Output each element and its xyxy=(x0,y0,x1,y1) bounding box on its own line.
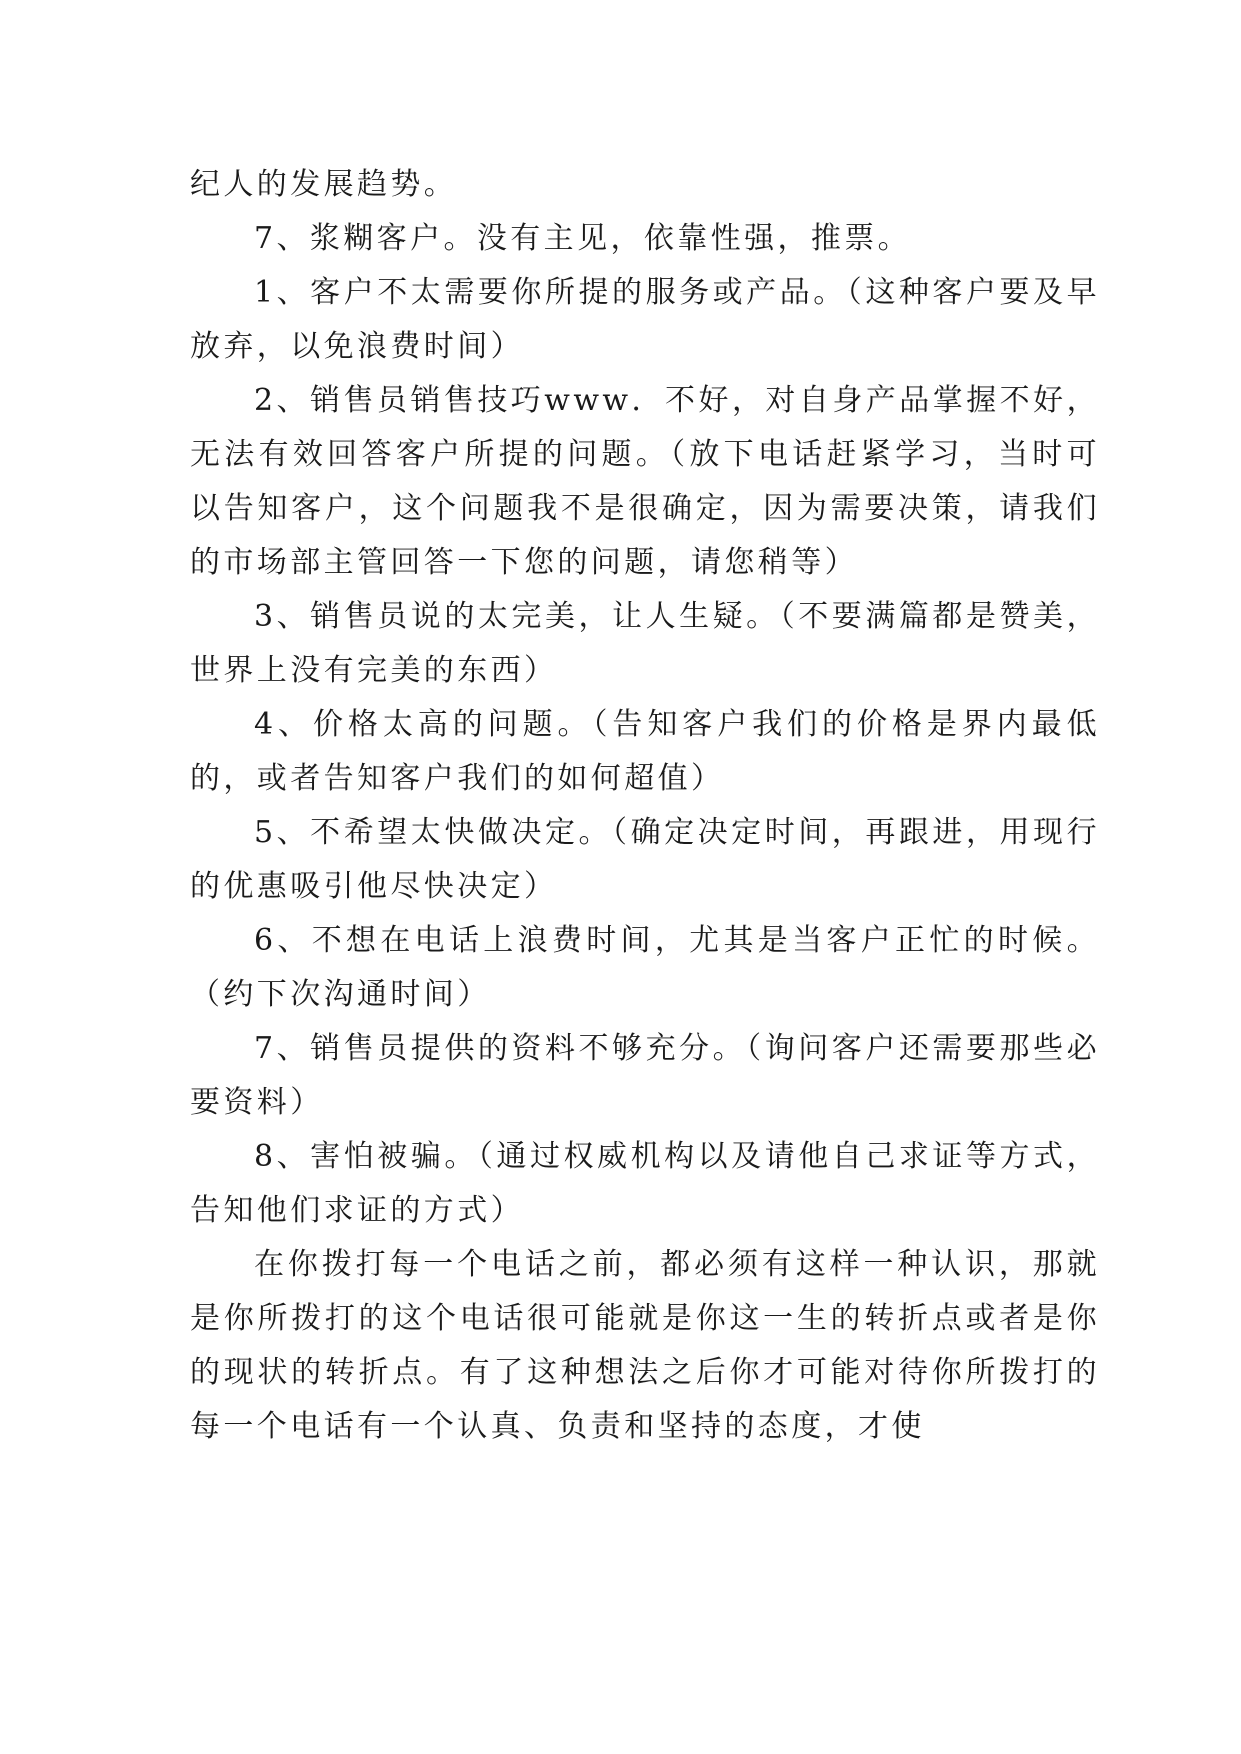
document-body xyxy=(190,158,1100,1454)
paragraph-reason-3: 3、销售员说的太完美，让人生疑。（不要满篇都是赞美，世界上没有完美的东西） xyxy=(190,599,1100,688)
paragraph-reason-7: 7、销售员提供的资料不够充分。（询问客户还需要那些必要资料） xyxy=(190,1031,1100,1120)
paragraph-reason-1: 1、客户不太需要你所提的服务或产品。（这种客户要及早放弃，以免浪费时间） xyxy=(190,275,1100,364)
paragraph-customer-type-7: 7、浆糊客户。没有主见，依靠性强，推票。 xyxy=(254,221,912,256)
paragraph-continuation: 纪人的发展趋势。 xyxy=(190,167,458,202)
paragraph-reason-2: 2、销售员销售技巧www．不好，对自身产品掌握不好，无法有效回答客户所提的问题。（放下电话赶紧学习，当时可以告知客户，这个问题我不是很确定，因为需要决策，请我们的市场部主管回答一下您的问题，请您稍等） xyxy=(190,383,1100,580)
paragraph-reason-8: 8、害怕被骗。（通过权威机构以及请他自己求证等方式，告知他们求证的方式） xyxy=(190,1139,1100,1228)
paragraph-reason-4: 4、价格太高的问题。（告知客户我们的价格是界内最低的，或者告知客户我们的如何超值） xyxy=(190,707,1100,796)
paragraph-closing: 在你拨打每一个电话之前，都必须有这样一种认识，那就是你所拨打的这个电话很可能就是你这一生的转折点或者是你的现状的转折点。有了这种想法之后你才可能对待你所拨打的每一个电话有一个认真、负责和坚持的态度，才使 xyxy=(190,1247,1100,1444)
paragraph-reason-6: 6、不想在电话上浪费时间，尤其是当客户正忙的时候。（约下次沟通时间） xyxy=(190,923,1100,1012)
paragraph-reason-5: 5、不希望太快做决定。（确定决定时间，再跟进，用现行的优惠吸引他尽快决定） xyxy=(190,815,1100,904)
